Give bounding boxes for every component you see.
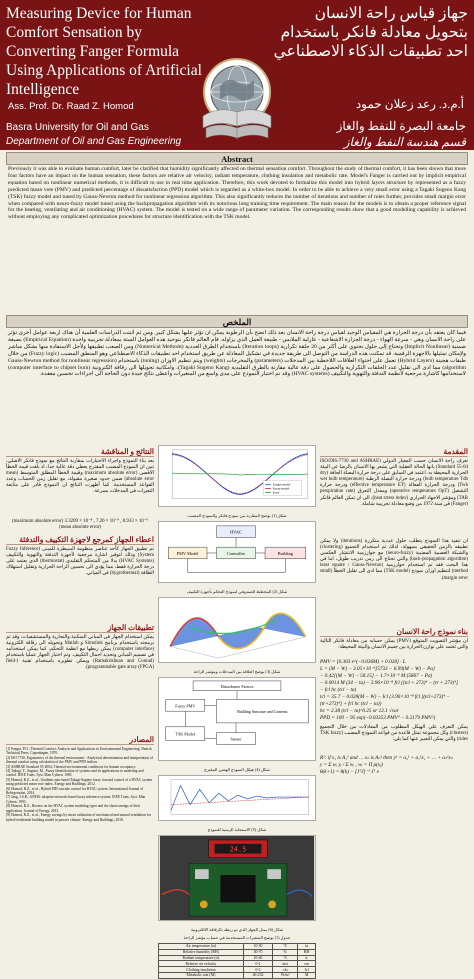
reference-item: [3] ASHRAE Standard 55-2004, Thermal environmental conditions for human occupancy. (6, 764, 136, 769)
poster-header (0, 0, 474, 150)
table-cell: tr (298, 955, 316, 961)
introduction-heading: المقدمة (320, 447, 468, 457)
introduction-text: تعرف راحة الانسان حسب المعيار الدولي (ISO/DIS-7730 and ASHRAE Standard 55-04) بانها الحالة العقلية التي يشعر بها الانسان بالرضا عن البيئة الحرارية المحيطة به. اعتمد في السابق على درجة حرارة البصلة الجافة (dry bulb temperature Tdb) ودرجة حرارة البصلة الرطبة (wet bulb temperature Twb) ودرجة الحرارة الفعالة (effective temperature ET) ودرجة حرارة التشغيل (operative temperature OpT) ومعدل التعرق (perspiration rate TAR) ومؤشر الاجهاد الحراري (heat stress index)، الى ان تمكن العالم فانكر (Fanger) في سنة 1972 من وضع معادلة تجريبية شاملة. (320, 459, 469, 507)
results-heading: النتائج و المناقشة (6, 447, 154, 457)
table-cell: Radiant temperature (tr) (159, 955, 244, 961)
summary-heading: الملخص (6, 315, 468, 328)
reference-item: [9] Homod, R.Z., et al., Energy savings by smart utilization of mechanical and natural ventilation for hybrid residential building model in passive climate. Energy and Buildings, 2018. (6, 813, 151, 822)
fig6-caption: شكل (6) يمثل الجهاز الذي تم ربطه بالرقاقة الالكترونية (190, 927, 284, 932)
fig4-caption: شكل (4) هيكل النموذج الهجين المقترح (204, 767, 270, 772)
equation-line: tcl = 35.7 − 0.028(M − W) − Icl {3.96×10⁻⁸ fcl [(tcl+273)⁴ − (tr+273)⁴] + fcl hc (tcl − ta)} (320, 694, 450, 707)
university-logo-icon (198, 56, 276, 146)
fig1-legend-0: Fanger model (272, 482, 291, 487)
fig3-caption: شكل (3) يوضح العلاقة بين المدخلات ومؤشر الراحة (193, 669, 281, 674)
fig5-caption: شكل (5) الاستجابة الزمنية للنموذج (207, 827, 267, 832)
fig2-block-1: PMV Model (176, 550, 199, 556)
table-cell: Relative air velocity (159, 961, 244, 967)
table-cell: RH (298, 949, 316, 955)
table-cell: 10-40 (243, 955, 272, 961)
fig2-block-3: Building (277, 550, 293, 556)
table-row (159, 972, 316, 978)
table-cell: °C (273, 944, 298, 950)
parameter-table (158, 943, 316, 979)
left-column (6, 445, 154, 945)
table-cell: Relative humidity (RH) (159, 949, 244, 955)
summary-text: فيما كان يعتقد بأن درجة الحرارة هي المقياس الوحيد لقياس درجة راحة الانسان بعد ذلك اتضح بأن الرطوبة يمكن ان تؤثر عليها بشكل كبير. ومن ثم اثبتت الدراسات العلمية أن هناك اربعة عوامل أخرى تؤثر على راحة الانسان وهي - سرعة الهواء - درجة الحرارة الاشعاعية - عازلية الملابس - طبيعة العمل الذي يزاوله. قام العالم فانكر بتوحيد هذه العوامل الستة بمعادلة تجريبية واحدة (Empirical Equation) بصيغة ضمنية (Implicit Nonlinear) وتحتاج إلى حلول تحتوي على أكثر من 20 حلقة تكرارية (Iteration loops) باستخدام الطرق العددية (Numerical Methods) ومن الصعب تطبيقها ولأجل الاستفادة منها بشكل مباشر ولإمكان تمثيلها بالاجهزة الرقمية. قد تمكنت هذه الدراسة من التوصل الى طريقة جديدة في تشكيل المعادلة عن طريق استخدام احد تطبيقات الذكاء الاصطناعي وهو المنطق المضبب (Fuzzy logic) من خلال طبقات هجينة (Hybrid Layers) تعمل على احتواء العلاقات اللاخطية بين المدخلات (parameters) والمخرجات (weights) ويتم تنظيم الاوزان (tuning) باستخدام (Gauss-Newton method for nonlinear regression algorithm) مما ادى الى تقليل عدد الحلقات التكرارية والحصول على دقة عالية مقارنة بالطرق التقليدية (Tagaki Sugeno Kang)، وامكانية تحويلها الى رقاقة الكترونية (computer interface to chipset burn) لاستخدامها كاشارة مرجعية لأنظمة التدفئة والتهوية والتكييف (HVAC systems) وقد تم اختبار النموذج على مدى واسع من المتغيرات واعطى نتائج جيدة دون الحاجة الى اجراءات تحسين معقدة. (8, 330, 467, 378)
equation-line: − fcl hc (tcl − ta) (320, 687, 357, 693)
reference-item: [4] Takagi, T., Sugeno, M., Fuzzy identification of systems and its applications to modeling and control. IEEE Trans. Syst. Man Cybern. 1985. (6, 769, 144, 778)
results-text: يعد بناء النموذج واجراء الاختبارات بمقارنة النتائج مع نموذج فانكر الاصلي، تبين ان النموذج المضبب المقترح يعطي دقة عالية جدا، اذ بلغت قيمة الخطأ الاقصى (maximum absolute error) وقيمة الخطأ المطلق المتوسط (mean absolute error) ضمن حدود صغيرة مقبولة، مع تقليل زمن الحساب وعدد القواعد المستخدمة. كما أظهرت النتائج ان النموذج قادر على متابعة التغيرات في المدخلات بسرعة. (6, 459, 155, 495)
tsk-equation-line: y = Σ wᵢ yᵢ / Σ wᵢ , wᵢ = Π μ(xⱼ) (320, 762, 383, 768)
references-heading: المصادر (6, 735, 154, 745)
equation-line: − 0.0014 M (34 − ta) − 3.96×10⁻⁸ fcl [(tcl + 273)⁴ − (tr + 273)⁴] (320, 680, 458, 686)
table-cell: clo (273, 967, 298, 973)
table-caption: جدول (1) يوضح المتغيرات المستخدمة في حساب مؤشر الراحة (183, 935, 291, 940)
table-cell: °C (273, 955, 298, 961)
figure-device-photo (158, 835, 316, 921)
fanger-equations (320, 659, 468, 722)
title-arabic: جهاز قياس راحة الانسان بتحويل معادلة فانكر باستخدام احد تطبيقات الذكاء الاصطناعي (273, 5, 468, 60)
abstract-text: Previously it was able to evaluate human comfort, later be clarified that humidity significantly affected on thermal sensation comfort. Throughout the study of thermal comfort, it has been shown that more four factors have an impact on the human sensation, these factors are relative air velocity, radiant temperature, clothing insulation and metabolic rate. Model's Fanger is carried out by implicit empirical equation based on nonlinear numerical methods, it is difficult to use in real time application. Therefore, this work devoted to formalize this model into hybrid layers structure by represented as a fuzzy predicted mean vote (PMV) and predicted percentage of dissatisfaction (PPD) model which is regarded as a white-box model. In order to be able to achieve a very small error using a Tagaki Sugeno Kang (TSK) fuzzy model and tuned by Gauss-Newton method for nonlinear regression algorithm. This also significantly reduces the number of iterations and number of rules further, provides small margin error when compared with neuro-fuzzy model tuned using the backpropagation algorithm with its notorious long training time requirement. The main reason for the models is to obtain a proper reference signal for the heating, ventilating and air conditioning (HVAC) system. The model is tested on a wide range of parameter variation. The corresponding results show that a good modelling capability is achieved without employing any complicated optimization procedures for structure identification with the TSK model. (8, 166, 466, 221)
equation-line: PMV = [0.303 e^(−0.036M) + 0.028] · L (320, 659, 406, 665)
fig2-block-0: HVAC (230, 529, 242, 535)
chipset-text: تم تطبيق الجهاز كأحد عناصر منظومة السيطرة للمبنى (Fuzzy Inference System) وذلك لتوفير اشارة مرجعية لأجهزة التدفئة والتهوية والتكييف (HVAC Systems) بدلا من المتحكم التقليدي (thermostat) الذي يعتمد على درجة الحرارة فقط، مما يؤدي الى تحسين الراحة الحرارية وتقليل استهلاك الطاقة (hygrothermal) في المباني. (6, 547, 155, 577)
table-cell: Clothing insulation (159, 967, 244, 973)
model-heading: بناء نموذج راحة الانسان (320, 627, 468, 637)
errors-text: (maximum absolute error) 3.3209 × 10⁻⁸ , 7.26 × 10⁻⁹ , 8.933 × 10⁻⁹ (mean absolute error) (11, 519, 149, 531)
university-english: Basra University for Oil and Gas (6, 122, 149, 133)
equation-line: PPD = 100 − 95 exp(−0.03353 PMV⁴ − 0.2179 PMV²) (320, 715, 436, 721)
fig1-caption: شكل (1) يوضح المقارنة بين نموذج فانكر والنموذج المضبب (187, 513, 287, 518)
fig2-block-2: Controller (227, 550, 245, 556)
abstract-heading: Abstract (6, 152, 468, 165)
table-cell: M (298, 972, 316, 978)
department-english: Department of Oil and Gas Engineering (6, 136, 182, 147)
equation-line: L = (M − W) − 3.05×10⁻³[5733 − 6.99(M − W) − Pa] (320, 666, 435, 672)
reference-item: [7] Jang, J.S.R., ANFIS: adaptive-network-based fuzzy inference system. IEEE Trans. Syst. Man Cybern. 1993. (6, 795, 146, 804)
model-text: ان مؤشر التصويت المتوقع (PMV) يمكن حسابه من معادلة فانكر التالية والتي تعتمد على توازن الحرارة بين جسم الانسان والبيئة المحيطة: (320, 639, 468, 651)
middle-column (158, 445, 316, 978)
chipset-heading: اعطاء الجهاز كمرجع لاجهزة التكييف والتدفئة (6, 535, 154, 545)
table-cell: % (273, 949, 298, 955)
figure-hybrid-structure (158, 677, 316, 761)
author-arabic: أ.م.د. رعد زعلان حمود (355, 97, 464, 111)
fig1-legend-1: Fuzzy model (272, 486, 290, 491)
fig2-caption: شكل (2) المخطط الصندوقي لنموذج التحكم بأجهزة التكييف (186, 589, 288, 594)
table-cell: 10-30 (243, 944, 272, 950)
fig4-block-0: Disturbance Factors (220, 683, 254, 689)
table-cell: 0-1 (243, 961, 272, 967)
figure-control-block-diagram (158, 521, 316, 583)
department-arabic: قسم هندسة النفط والغاز (343, 135, 466, 149)
fig4-block-1: Fuzzy PMV (175, 703, 196, 709)
author-english: Ass. Prof. Dr. Raad Z. Homod (8, 101, 134, 112)
tsk-text: يمكن التعرف على الهيكل المطلوب من المعادلات من خلال التجميع (clusters) وكل مجموعة تمثل قاعدة من قواعد النموذج المضبب (TSK fuzzy rules) والتي يمكن التعبير عنها كما يلي: (320, 725, 468, 743)
reference-item: [8] Homod, R.Z., Review on the HVAC system modeling types and the shortcomings of their application. Journal of Energy, 2013. (6, 804, 141, 813)
table-cell: 46-232 (243, 972, 272, 978)
right-column (320, 445, 468, 945)
tsk-equation-line: θ(k+1) = θ(k) − [JᵀJ]⁻¹ Jᵀ e (320, 769, 380, 775)
reference-item: [5] Homod, R.Z., et al., Gradient auto-tuned Takagi-Sugeno fuzzy forward control of a HVAC system using predicted mean vote index. Energy and Buildings, 2012. (6, 777, 153, 787)
table-cell: var (298, 961, 316, 967)
fig1-legend-2: Error (272, 490, 280, 495)
figure-comparison-chart (158, 445, 316, 507)
figure-surface-plot (158, 597, 316, 663)
fig4-block-4: Sensor (230, 736, 242, 742)
fig4-block-3: TSK Model (175, 731, 195, 737)
applications-heading: تطبيقات الجهاز (6, 623, 154, 633)
table-cell: Air temperature (ta) (159, 944, 244, 950)
reference-item: [6] Homod, R.Z., et al., Hybrid PID-cascade control for HVAC system. International Journal of Refrigeration, 2014. (6, 786, 144, 796)
reference-item: [2] ISO 7730, Ergonomics of the thermal environment - Analytical determination and interpretation of thermal comfort using calculation of the PMV and PPD indices. (6, 755, 154, 765)
tsk-equations (320, 755, 468, 776)
table-cell: m/s (273, 961, 298, 967)
table-cell: ta (298, 944, 316, 950)
university-arabic: جامعة البصرة للنفط والغاز (336, 119, 466, 133)
figure-time-response (158, 775, 316, 821)
table-cell: 30-70 (243, 949, 272, 955)
reference-item: [1] Fanger, P.O., Thermal Comfort: Analysis and Applications in Environmental Engineering. Danish Technical Press, Copenhagen, 1970. (6, 747, 152, 756)
table-cell: W/m² (273, 972, 298, 978)
equation-line: − 0.42[(M − W) − 58.15] − 1.7×10⁻⁵ M (5867 − Pa) (320, 673, 433, 679)
equation-line: hc = 2.38 (tcl − ta)^0.25 or 12.1 √var (320, 708, 399, 714)
table-cell: Metabolic rate (M) (159, 972, 244, 978)
references-list (6, 747, 154, 897)
table-cell: 0-2 (243, 967, 272, 973)
applications-text: يمكن استخدام الجهاز في المباني السكنية والتجارية والمستشفيات، وقد تم برمجته باستخدام برنامج Simulink و Matlab وتحويله الى رقاقة الكترونية (computer interface) يمكن ربطها مع انظمة التحكم، كما يمكن استخدامه في تصميم المباني وتحديد احمال التكييف. وتم اختبار الجهاز عمليا باستخدام (Ramakrishnan and Conrad) ويمكن تطويره باستخدام تقنية (field-programmable gate array (FPGA)). (6, 635, 155, 671)
title-english: Measuring Device for Human Comfort Sensation by Converting Fanger Formula Using Applications of Artificial Intelligence (6, 5, 202, 98)
device-display-value: 24.5 (229, 845, 247, 854)
table-cell: Icl (298, 967, 316, 973)
introduction-text-2: ان تنفيذ هذا النموذج يتطلب حلول عددية متكررة (iterations) ولا يمكن تطبيقه بالزمن الحقيقي بسهولة، لذلك تم استخدام التجميع (clustering) والشبكة العصبية المضببة (neuro-fuzzy) مع خوارزمية الانتشار العكسي (back-propagation algorithm) والتي تحتاج الى زمن تدريب طويل، اما في هذا البحث فقد تم استخدام خوارزمية (least square / Gauss-Newton method) لتنظيم اوزان نموذج (TSK model) مما ادى الى تقليل الخطأ (small margin error). (320, 539, 468, 581)
fig4-block-2: Building Structure and Contents (237, 710, 288, 715)
tsk-equation-line: R¹: if x₁ is A₁¹ and … xₙ is Aₙ¹ then y¹ = a₀¹ + a₁¹x₁ + … + aₙ¹xₙ (320, 755, 453, 761)
